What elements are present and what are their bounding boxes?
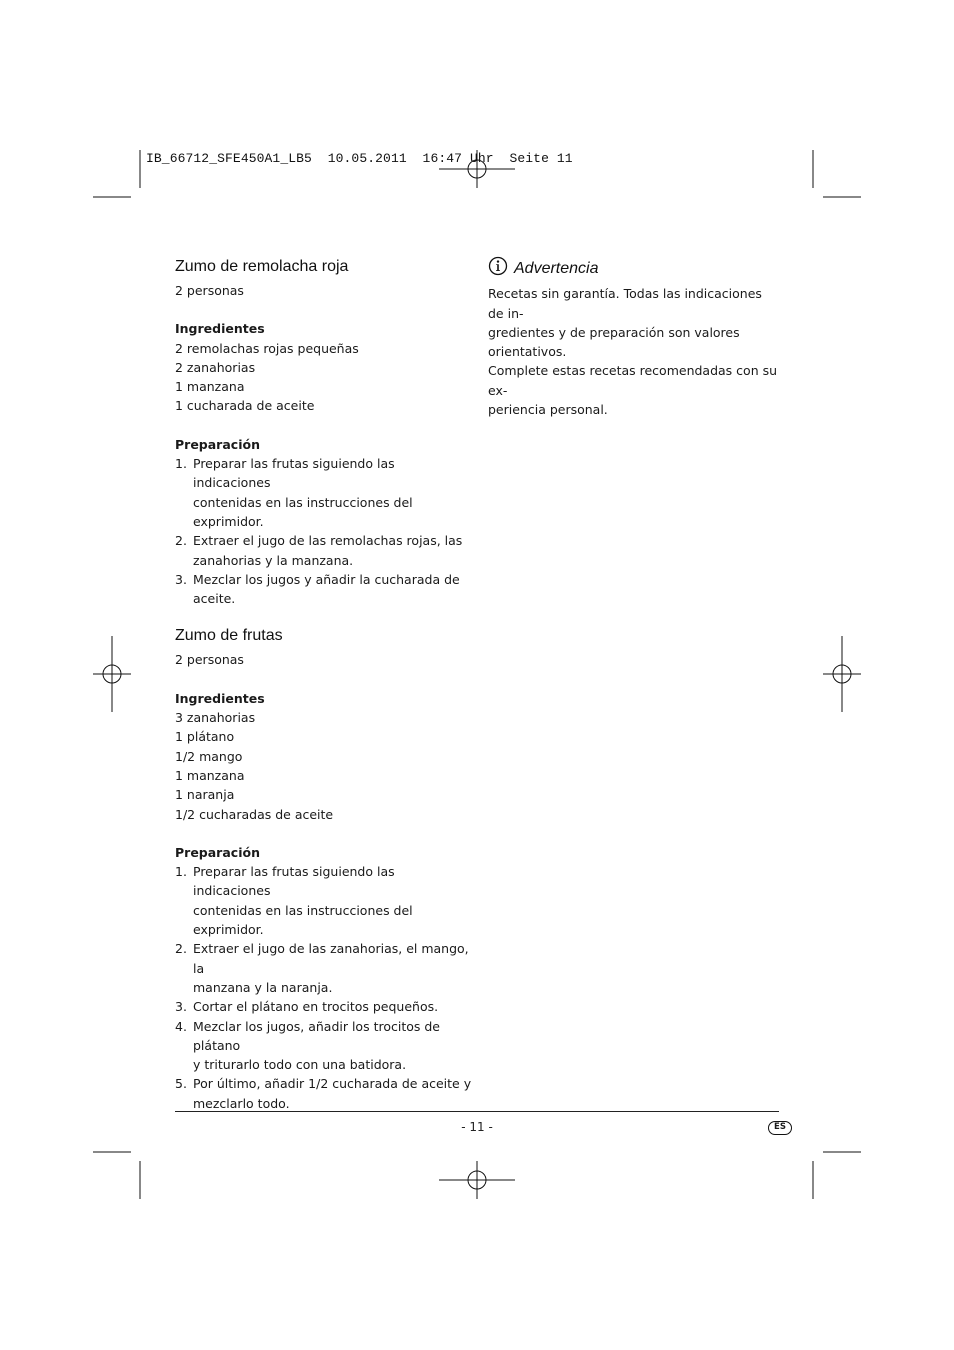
right-column [488, 256, 778, 419]
page-number: - 11 - [461, 1120, 493, 1134]
ingredient-item: 1 cucharada de aceite [175, 398, 315, 414]
language-badge: ES [768, 1121, 792, 1135]
warning-title: Advertencia [514, 259, 599, 277]
step-item: 3. Mezclar los jugos y añadir la cucharada de aceite. [175, 571, 460, 607]
recipe-title: Zumo de frutas [175, 627, 283, 645]
recipe-fruit-juice [175, 625, 475, 1113]
ingredient-item: 2 zanahorias [175, 359, 256, 375]
print-slug: IB_66712_SFE450A1_LB5 10.05.2011 16:47 Uhr Seite 11 [146, 151, 573, 166]
left-column [175, 256, 475, 1113]
ingredient-item: 1 plátano [175, 729, 235, 745]
ingredient-item: 3 zanahorias [175, 710, 256, 726]
recipe-beet-juice [175, 256, 475, 608]
servings: 2 personas [175, 283, 244, 298]
ingredient-item: 1/2 cucharadas de aceite [175, 806, 334, 822]
step-item: 3. Cortar el plátano en trocitos pequeños. [175, 999, 439, 1015]
step-item: 2. Extraer el jugo de las zanahorias, el mango, la manzana y la naranja. [175, 941, 469, 995]
step-item: 2. Extraer el jugo de las remolachas rojas, las zanahorias y la manzana. [175, 533, 463, 568]
footer-divider [175, 1111, 779, 1112]
ingredients-heading: Ingredientes [175, 690, 265, 706]
preparation-heading: Preparación [175, 436, 260, 452]
servings: 2 personas [175, 652, 244, 668]
preparation-steps [175, 454, 475, 608]
warning-text: Recetas sin garantía. Todas las indicaciones de in- gredientes y de preparación son valores orientativos. Complete estas recetas recomendadas con su ex- periencia personal. [488, 286, 778, 418]
step-item: 4. Mezclar los jugos, añadir los trocitos de plátano y triturarlo todo con una batidora. [175, 1018, 440, 1073]
preparation-heading: Preparación [175, 844, 260, 860]
preparation-steps [175, 862, 475, 1113]
recipe-title: Zumo de remolacha roja [175, 258, 349, 275]
step-item: 1. Preparar las frutas siguiendo las indicaciones contenidas en las instrucciones del exprimidor. [175, 864, 413, 938]
ingredients-heading: Ingredientes [175, 321, 265, 337]
ingredients-list [175, 339, 475, 416]
ingredient-item: 1 manzana [175, 379, 245, 395]
ingredient-item: 1 manzana [175, 767, 245, 783]
ingredient-item: 1/2 mango [175, 748, 243, 764]
step-item: 1. Preparar las frutas siguiendo las indicaciones contenidas en las instrucciones del exprimidor. [175, 456, 413, 529]
info-icon [488, 256, 508, 281]
ingredient-item: 1 naranja [175, 787, 235, 803]
ingredient-item: 2 remolachas rojas pequeñas [175, 340, 359, 356]
warning-header [488, 256, 778, 281]
step-item: 5. Por último, añadir 1/2 cucharada de aceite y mezclarlo todo. [175, 1076, 472, 1111]
ingredients-list [175, 708, 475, 824]
